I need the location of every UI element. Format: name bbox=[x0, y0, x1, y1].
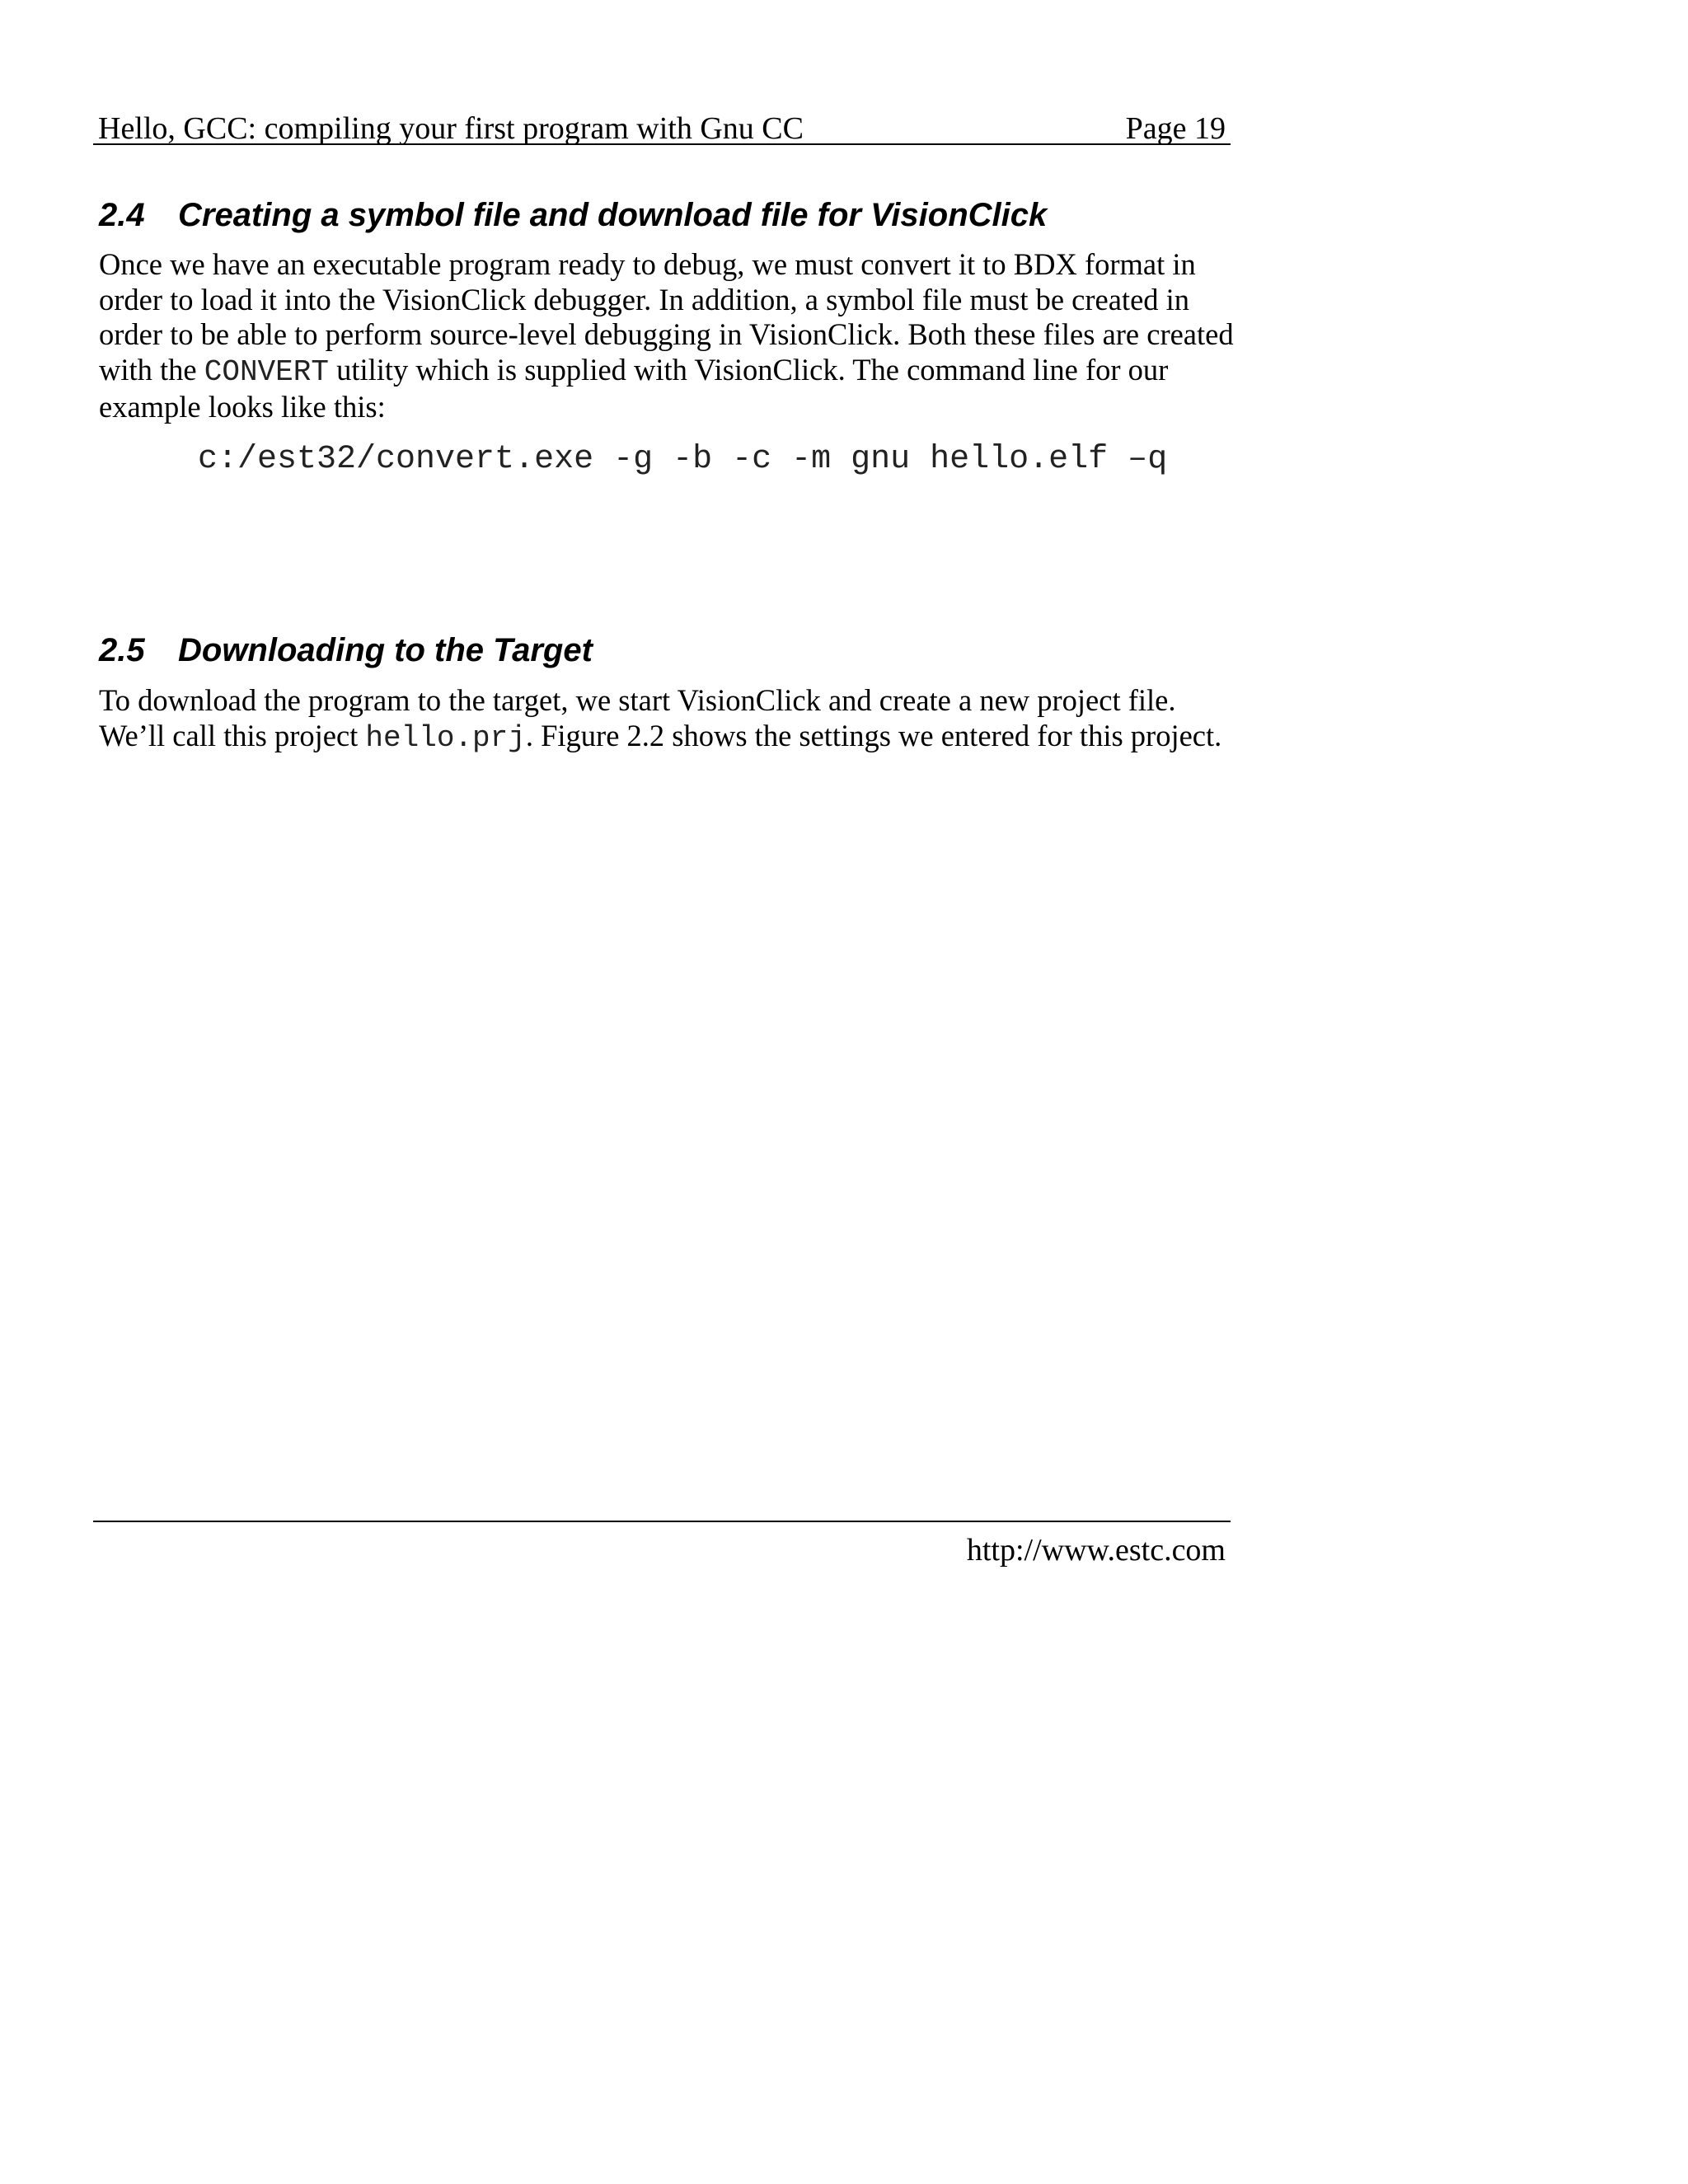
page-number: Page 19 bbox=[1125, 111, 1226, 146]
header-title: Hello, GCC: compiling your first program with Gnu CC bbox=[98, 111, 804, 146]
command-line-code: c:/est32/convert.exe -g -b -c -m gnu hello.elf –q bbox=[198, 441, 1168, 478]
section-number: 2.4 bbox=[99, 197, 145, 233]
page-footer bbox=[93, 1521, 1231, 1580]
section-heading-2-4 bbox=[99, 194, 1047, 236]
paragraph-text: . Figure 2.2 shows the settings we entered for this project. bbox=[525, 718, 1222, 752]
paragraph-text: To download the program to the target, we start VisionClick and create a new project file. We’ll call this project bbox=[99, 683, 1176, 752]
paragraph-text: utility which is supplied with VisionClick. The command line for our example looks like this: bbox=[99, 352, 1169, 424]
inline-code: CONVERT bbox=[204, 354, 329, 389]
footer-url: http://www.estc.com bbox=[966, 1533, 1226, 1568]
paragraph-text: Once we have an executable program ready to debug, we must convert it to BDX format in order to load it into the VisionClick debugger. In addition, a symbol file must be created in order to be able to perform source-level debugging in VisionClick. Both these files are created with the bbox=[99, 247, 1234, 387]
section-title: Creating a symbol file and download file for VisionClick bbox=[178, 197, 1048, 233]
section-title: Downloading to the Target bbox=[178, 632, 593, 668]
inline-code: hello.prj bbox=[365, 720, 526, 755]
paragraph-2-5 bbox=[99, 683, 1236, 756]
section-number: 2.5 bbox=[99, 632, 145, 668]
paragraph-2-4 bbox=[99, 247, 1236, 425]
page-header bbox=[93, 97, 1231, 145]
section-heading-2-5 bbox=[99, 630, 593, 671]
